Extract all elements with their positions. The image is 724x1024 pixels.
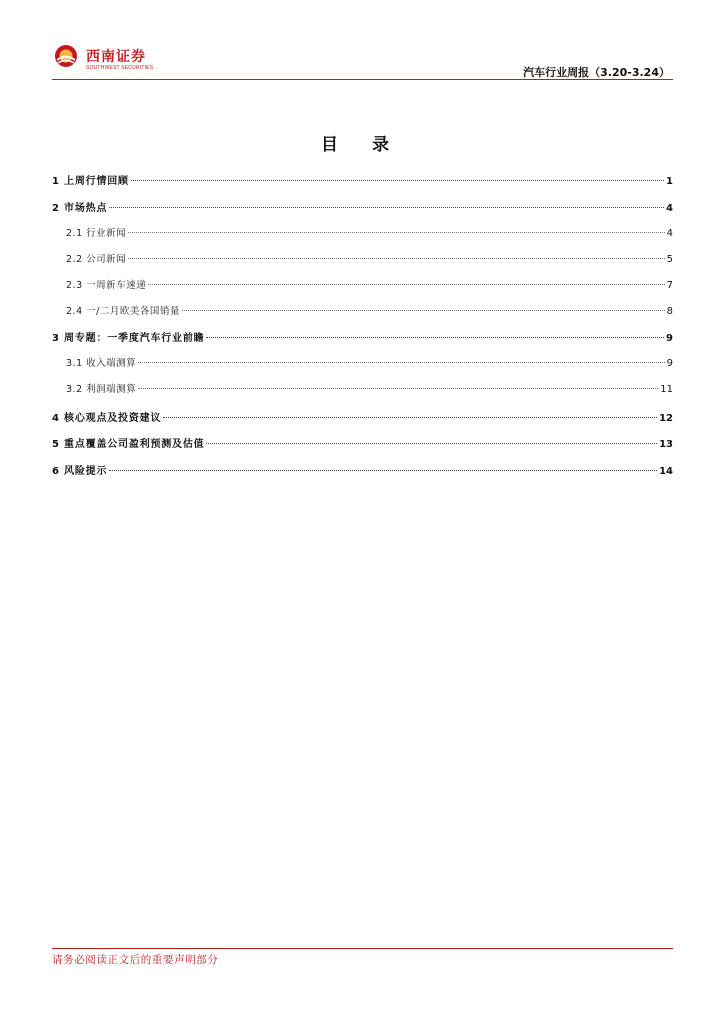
toc-entry-page-number: 9 — [666, 333, 673, 344]
toc-entry[interactable] — [52, 303, 673, 319]
toc-entry[interactable] — [52, 172, 673, 188]
toc-entry[interactable] — [52, 355, 673, 371]
logo-chinese-name: 西南证券 — [86, 49, 146, 65]
toc-entry-label: 2.1 行业新闻 — [66, 228, 127, 239]
toc-dot-leader — [148, 284, 664, 285]
toc-dot-leader — [138, 362, 664, 363]
toc-entry[interactable] — [52, 462, 673, 478]
toc-entry[interactable] — [52, 251, 673, 267]
toc-entry-label: 2.4 一/二月欧美各国销量 — [66, 306, 180, 317]
company-logo — [54, 44, 194, 76]
toc-entry-label: 4 核心观点及投资建议 — [52, 413, 162, 424]
toc-entry[interactable] — [52, 409, 673, 425]
toc-entry[interactable] — [52, 381, 673, 397]
header-divider — [52, 79, 673, 80]
toc-entry[interactable] — [52, 277, 673, 293]
toc-title: 目 录 — [321, 135, 403, 155]
toc-dot-leader — [138, 388, 658, 389]
toc-entry-label: 3 周专题：一季度汽车行业前瞻 — [52, 333, 205, 344]
toc-dot-leader — [109, 470, 657, 471]
toc-dot-leader — [131, 180, 664, 181]
toc-entry-page-number: 1 — [666, 176, 673, 187]
toc-entry-page-number: 4 — [666, 228, 673, 239]
toc-entry[interactable] — [52, 329, 673, 345]
toc-entry-page-number: 5 — [666, 254, 673, 265]
toc-dot-leader — [128, 258, 664, 259]
logo-english-name: SOUTHWEST SECURITIES — [86, 65, 154, 71]
toc-entry-label: 3.2 利润端测算 — [66, 384, 137, 395]
toc-entry[interactable] — [52, 225, 673, 241]
toc-entry-label: 5 重点覆盖公司盈利预测及估值 — [52, 439, 205, 450]
toc-dot-leader — [128, 232, 664, 233]
toc-entry-label: 2 市场热点 — [52, 203, 108, 214]
toc-entry-label: 1 上周行情回顾 — [52, 176, 129, 187]
page-header — [0, 0, 724, 82]
toc-entry-page-number: 12 — [659, 413, 673, 424]
toc-entry-page-number: 9 — [666, 358, 673, 369]
footer-disclaimer: 请务必阅读正文后的重要声明部分 — [52, 954, 219, 966]
toc-dot-leader — [109, 207, 664, 208]
toc-dot-leader — [206, 443, 657, 444]
footer-divider — [52, 948, 673, 949]
toc-dot-leader — [163, 417, 657, 418]
toc-entry-label: 6 风险提示 — [52, 466, 108, 477]
toc-entry-page-number: 13 — [659, 439, 673, 450]
report-title: 汽车行业周报（3.20-3.24） — [523, 66, 670, 79]
toc-entry-page-number: 14 — [659, 466, 673, 477]
toc-entry-page-number: 11 — [660, 384, 673, 395]
toc-entry[interactable] — [52, 199, 673, 215]
toc-entry-label: 2.2 公司新闻 — [66, 254, 127, 265]
toc-entry-page-number: 7 — [666, 280, 673, 291]
toc-entry-page-number: 4 — [666, 203, 673, 214]
toc-entry-label: 2.3 一周新车速递 — [66, 280, 147, 291]
logo-sun-icon — [54, 44, 78, 68]
toc-dot-leader — [182, 310, 665, 311]
toc-entry[interactable] — [52, 435, 673, 451]
toc-dot-leader — [206, 337, 664, 338]
toc-entry-label: 3.1 收入端测算 — [66, 358, 137, 369]
toc-entry-page-number: 8 — [666, 306, 673, 317]
